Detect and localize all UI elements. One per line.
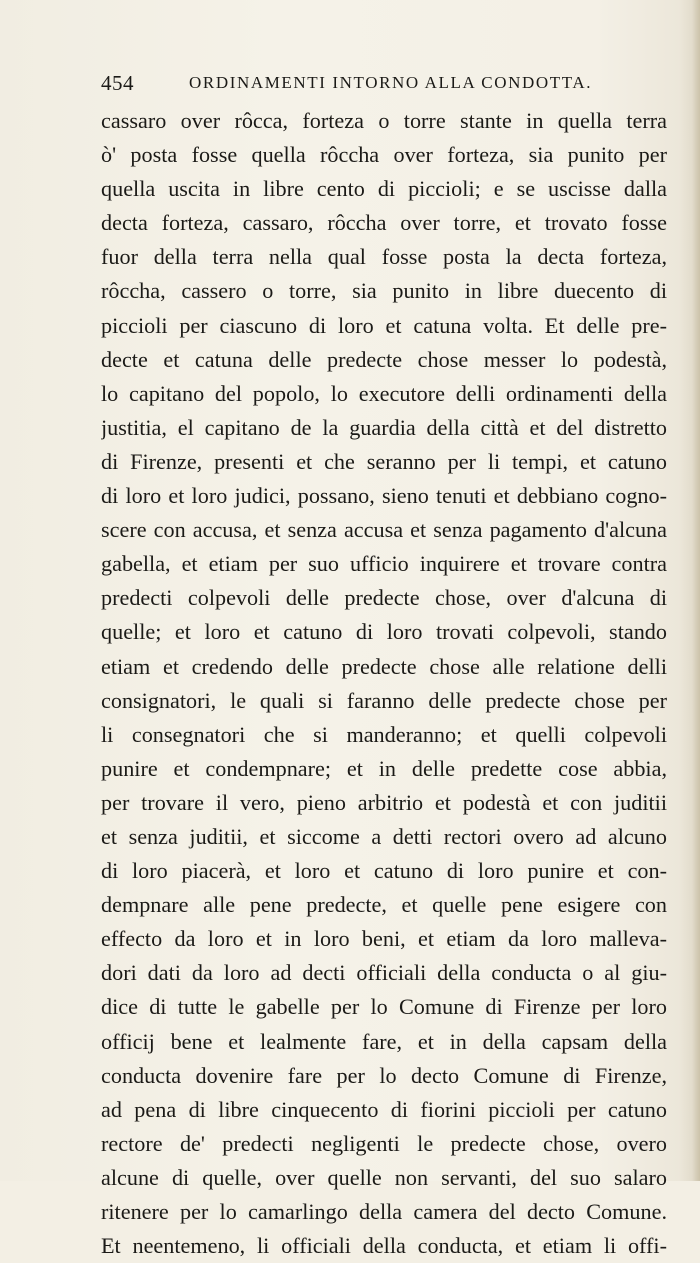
text-line: rectore de' predecti negligenti le predecte chose, overo xyxy=(101,1130,667,1156)
text-line: punire et condempnare; et in delle predette cose abbia, xyxy=(101,755,667,781)
text-line: effecto da loro et in loro beni, et etiam da loro malleva- xyxy=(101,926,667,952)
text-line: justitia, el capitano de la guardia della città et del distretto xyxy=(101,414,667,440)
text-line: di loro piacerà, et loro et catuno di loro punire et con- xyxy=(101,858,667,884)
text-line: li consegnatori che si manderanno; et quelli colpevoli xyxy=(101,721,667,747)
text-line: dice di tutte le gabelle per lo Comune di Firenze per loro xyxy=(101,994,667,1020)
text-line: Et neentemeno, li officiali della conducta, et etiam li offi- xyxy=(101,1233,667,1259)
text-line: etiam et credendo delle predecte chose alle relatione delli xyxy=(101,653,667,679)
page-number: 454 xyxy=(101,71,134,95)
text-line: scere con accusa, et senza accusa et senza pagamento d'alcuna xyxy=(101,517,667,543)
text-line: alcune di quelle, over quelle non servanti, del suo salaro xyxy=(101,1164,667,1190)
running-head: ORDINAMENTI INTORNO ALLA CONDOTTA. xyxy=(189,73,593,92)
text-line: dempnare alle pene predecte, et quelle pene esigere con xyxy=(101,892,667,918)
text-line: conducta dovenire fare per lo decto Comune di Firenze, xyxy=(101,1062,667,1088)
text-line: et senza juditii, et siccome a detti rectori overo ad alcuno xyxy=(101,823,667,849)
text-line: consignatori, le quali si faranno delle predecte chose per xyxy=(101,687,667,713)
page-header xyxy=(101,68,667,98)
text-line: ò' posta fosse quella rôccha over forteza, sia punito per xyxy=(101,142,667,168)
text-line: decta forteza, cassaro, rôccha over torre, et trovato fosse xyxy=(101,210,667,236)
text-line: quella uscita in libre cento di piccioli; e se uscisse dalla xyxy=(101,176,667,202)
text-line: decte et catuna delle predecte chose messer lo podestà, xyxy=(101,346,667,372)
text-line: cassaro over rôcca, forteza o torre stante in quella terra xyxy=(101,108,667,133)
text-line: quelle; et loro et catuno di loro trovati colpevoli, stando xyxy=(101,619,667,645)
text-line: ritenere per lo camarlingo della camera del decto Comune. xyxy=(101,1199,667,1224)
text-line: di loro et loro judici, possano, sieno tenuti et debbiano cogno- xyxy=(101,483,667,509)
text-line: ad pena di libre cinquecento di fiorini piccioli per catuno xyxy=(101,1096,667,1122)
text-line: rôccha, cassero o torre, sia punito in libre duecento di xyxy=(101,278,667,304)
text-line: predecti colpevoli delle predecte chose, over d'alcuna di xyxy=(101,585,667,611)
text-line: di Firenze, presenti et che seranno per li tempi, et catuno xyxy=(101,448,667,474)
text-line: per trovare il vero, pieno arbitrio et podestà et con juditii xyxy=(101,789,667,815)
page-edge-shadow xyxy=(692,0,700,1181)
body-text xyxy=(101,104,667,1263)
text-line: dori dati da loro ad decti officiali della conducta o al giu- xyxy=(101,960,667,986)
text-line: lo capitano del popolo, lo executore delli ordinamenti della xyxy=(101,380,667,406)
text-line: fuor della terra nella qual fosse posta la decta forteza, xyxy=(101,244,667,270)
text-line: piccioli per ciascuno di loro et catuna volta. Et delle pre- xyxy=(101,312,667,338)
text-line: officij bene et lealmente fare, et in della capsam della xyxy=(101,1028,667,1054)
text-line: gabella, et etiam per suo ufficio inquirere et trovare contra xyxy=(101,551,667,577)
